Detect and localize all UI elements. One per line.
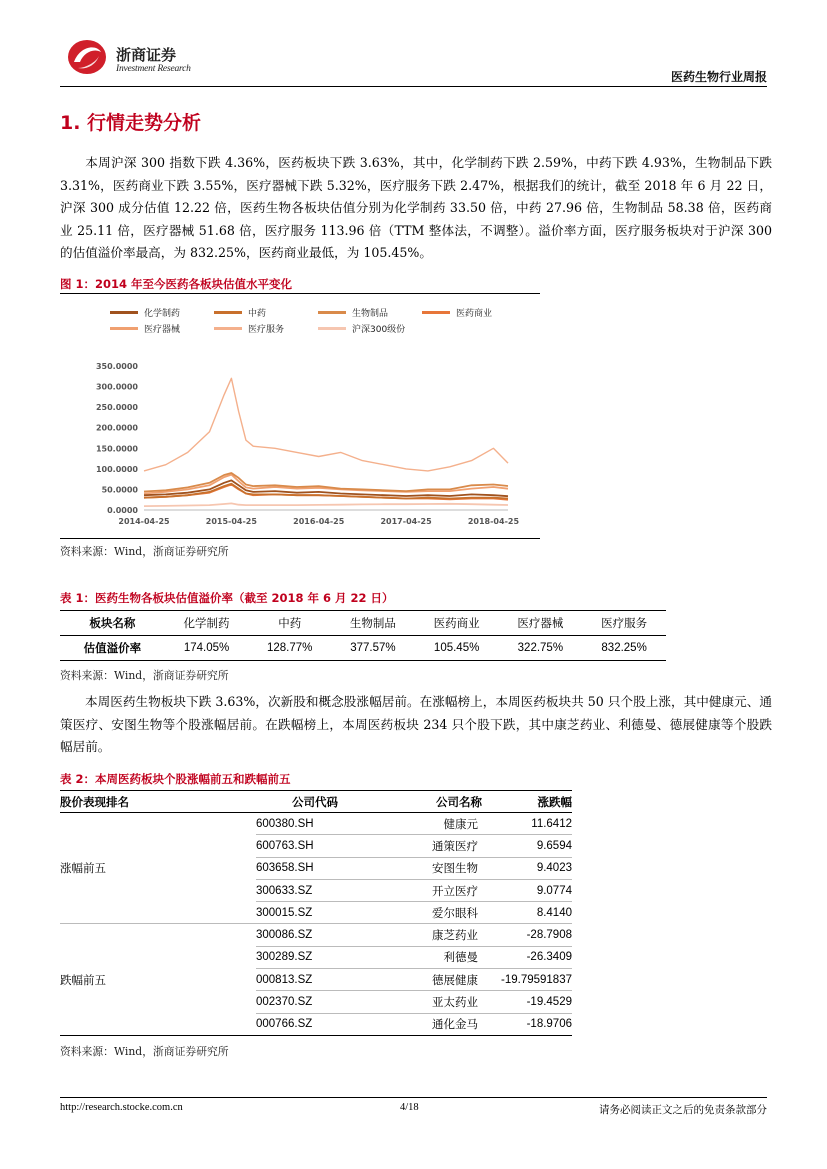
table-cell-code: 600763.SH bbox=[256, 835, 374, 857]
legend-label: 中药 bbox=[248, 309, 267, 319]
table-cell-name: 健康元 bbox=[374, 813, 482, 835]
paragraph-1-text: 本周沪深 300 指数下跌 4.36%，医药板块下跌 3.63%，其中，化学制药下跌 2.59%，中药下跌 4.93%，生物制品下跌 3.31%，医药商业下跌 3.55%，医疗器械下跌 5.32%，医疗服务下跌 2.47%，根据我们的统计，截至 2018 年 6 月 22 日，沪深 300 成分估值 12.22 倍，医药生物各板块估值分别为化学制药 33.50 倍，中药 27.96 倍，生物制品 58.38 倍，医药商业 25.11 倍，医疗器械 51.68 倍，医疗服务 113.96 倍（TTM 整体法，不调整）。溢价率方面，医疗服务板块对于沪深 300 的估值溢价率最高，为 832.25%，医药商业最低，为 105.45%。 bbox=[60, 155, 772, 261]
legend-label: 医疗器械 bbox=[144, 325, 181, 335]
table-1-source: 资料来源：Wind，浙商证券研究所 bbox=[60, 669, 229, 682]
table-cell-code: 300086.SZ bbox=[256, 924, 374, 946]
valuation-line-chart bbox=[60, 350, 540, 530]
table-row-label: 估值溢价率 bbox=[60, 636, 165, 661]
table-cell-change: 9.4023 bbox=[482, 857, 572, 879]
footer-url[interactable]: http://research.stocke.com.cn bbox=[60, 1102, 183, 1113]
y-tick-label: 0.0000 bbox=[107, 506, 138, 515]
y-tick-label: 300.0000 bbox=[95, 382, 138, 392]
page-number: 4/18 bbox=[400, 1102, 419, 1113]
table-cell-code: 603658.SH bbox=[256, 857, 374, 879]
legend-swatch-1 bbox=[110, 311, 138, 314]
section-title: 1. 行情走势分析 bbox=[60, 112, 202, 134]
x-tick-label: 2015-04-25 bbox=[205, 517, 257, 526]
movers-table bbox=[60, 790, 572, 1036]
legend-item bbox=[214, 306, 266, 319]
table-cell-code: 000813.SZ bbox=[256, 969, 374, 991]
legend-item bbox=[214, 322, 284, 335]
table-cell-name: 亚太药业 bbox=[374, 991, 482, 1013]
table-cell-name: 开立医疗 bbox=[374, 879, 482, 901]
legend-label: 医疗服务 bbox=[248, 325, 285, 335]
footer-divider bbox=[60, 1097, 767, 1098]
premium-table bbox=[60, 610, 666, 661]
table-cell: 832.25% bbox=[582, 636, 666, 661]
table-cell-code: 600380.SH bbox=[256, 813, 374, 835]
table-2-title: 表 2：本周医药板块个股涨幅前五和跌幅前五 bbox=[60, 772, 291, 786]
legend-swatch-5 bbox=[110, 327, 138, 330]
table-header-cell: 涨跌幅 bbox=[482, 791, 572, 813]
legend-label: 沪深300级份 bbox=[352, 325, 406, 335]
table-cell-code: 002370.SZ bbox=[256, 991, 374, 1013]
x-tick-label: 2017-04-25 bbox=[380, 517, 432, 526]
y-tick-label: 350.0000 bbox=[95, 362, 138, 371]
table-2-source: 资料来源：Wind，浙商证券研究所 bbox=[60, 1045, 229, 1058]
legend-item bbox=[318, 306, 388, 319]
table-cell: 128.77% bbox=[248, 636, 331, 661]
table-cell-name: 利德曼 bbox=[374, 946, 482, 968]
table-header-cell: 中药 bbox=[248, 611, 331, 636]
figure-1-bottom-rule bbox=[60, 538, 540, 539]
table-row bbox=[60, 636, 666, 661]
table-cell-change: -19.4529 bbox=[482, 991, 572, 1013]
table-cell: 322.75% bbox=[499, 636, 583, 661]
footer-disclaimer: 请务必阅读正文之后的免责条款部分 bbox=[599, 1104, 767, 1116]
paragraph-movers bbox=[60, 691, 772, 759]
table-header-cell: 医疗器械 bbox=[499, 611, 583, 636]
paragraph-market-overview bbox=[60, 152, 772, 265]
brand-subtitle: Investment Research bbox=[116, 64, 191, 74]
table-cell-change: -26.3409 bbox=[482, 946, 572, 968]
table-cell-name: 安图生物 bbox=[374, 857, 482, 879]
y-tick-label: 150.0000 bbox=[95, 444, 138, 454]
legend-item bbox=[318, 322, 405, 335]
table-cell-change: -18.9706 bbox=[482, 1013, 572, 1035]
table-cell-change: 8.4140 bbox=[482, 902, 572, 924]
header-divider bbox=[60, 86, 767, 87]
table-cell-code: 000766.SZ bbox=[256, 1013, 374, 1035]
table-header-cell: 医疗服务 bbox=[582, 611, 666, 636]
series-line-7 bbox=[144, 503, 508, 506]
table-cell-change: -19.79591837 bbox=[482, 969, 572, 991]
table-cell-code: 300015.SZ bbox=[256, 902, 374, 924]
table-row bbox=[60, 813, 572, 835]
table-cell: 105.45% bbox=[415, 636, 499, 661]
table-cell-name: 通策医疗 bbox=[374, 835, 482, 857]
legend-swatch-6 bbox=[214, 327, 242, 330]
brand-logo bbox=[66, 38, 108, 76]
x-tick-label: 2018-04-25 bbox=[467, 517, 520, 526]
paragraph-2-text: 本周医药生物板块下跌 3.63%，次新股和概念股涨幅居前。在涨幅榜上，本周医药板块共 50 只个股上涨，其中健康元、通策医疗、安图生物等个股涨幅居前。在跌幅榜上，本周医药板块 234 只个股下跌，其中康芝药业、利德曼、德展健康等个股跌幅居前。 bbox=[60, 694, 772, 755]
table-cell-name: 康芝药业 bbox=[374, 924, 482, 946]
y-tick-label: 200.0000 bbox=[95, 423, 138, 433]
table-cell-change: 9.0774 bbox=[482, 879, 572, 901]
table-cell-change: 9.6594 bbox=[482, 835, 572, 857]
legend-label: 化学制药 bbox=[144, 309, 181, 319]
table-cell: 377.57% bbox=[331, 636, 415, 661]
table-header-cell: 股价表现排名 bbox=[60, 791, 256, 813]
figure-1-title: 图 1：2014 年至今医药各板块估值水平变化 bbox=[60, 277, 293, 291]
group-label-gainers: 涨幅前五 bbox=[60, 813, 256, 924]
group-label-losers: 跌幅前五 bbox=[60, 924, 256, 1035]
table-header-cell: 医药商业 bbox=[415, 611, 499, 636]
table-header-cell: 化学制药 bbox=[165, 611, 249, 636]
table-header-row bbox=[60, 611, 666, 636]
table-cell-change: 11.6412 bbox=[482, 813, 572, 835]
y-tick-label: 250.0000 bbox=[95, 403, 138, 413]
figure-1-source: 资料来源：Wind，浙商证券研究所 bbox=[60, 545, 229, 558]
legend-label: 医药商业 bbox=[456, 309, 493, 319]
series-line-6 bbox=[144, 378, 508, 471]
table-header-cell: 公司名称 bbox=[374, 791, 482, 813]
y-tick-label: 100.0000 bbox=[95, 464, 138, 474]
table-header-cell: 生物制品 bbox=[331, 611, 415, 636]
legend-swatch-4 bbox=[422, 311, 450, 314]
report-type: 医药生物行业周报 bbox=[670, 70, 767, 84]
table-cell-code: 300289.SZ bbox=[256, 946, 374, 968]
table-row-header: 板块名称 bbox=[60, 611, 165, 636]
y-tick-label: 50.0000 bbox=[101, 485, 138, 495]
legend-item bbox=[110, 306, 180, 319]
legend-swatch-3 bbox=[318, 311, 346, 314]
table-row bbox=[60, 924, 572, 946]
brand-name: 浙商证券 bbox=[116, 46, 177, 64]
table-cell-code: 300633.SZ bbox=[256, 879, 374, 901]
legend-label: 生物制品 bbox=[352, 309, 389, 319]
legend-item bbox=[422, 306, 492, 319]
legend-item bbox=[110, 322, 180, 335]
figure-1-top-rule bbox=[60, 293, 540, 294]
table-cell-name: 德展健康 bbox=[374, 969, 482, 991]
table-cell-name: 通化金马 bbox=[374, 1013, 482, 1035]
table-1-title: 表 1：医药生物各板块估值溢价率（截至 2018 年 6 月 22 日） bbox=[60, 591, 394, 605]
legend-swatch-2 bbox=[214, 311, 242, 314]
table-header-row bbox=[60, 791, 572, 813]
legend-swatch-7 bbox=[318, 327, 346, 330]
table-header-cell: 公司代码 bbox=[256, 791, 374, 813]
x-tick-label: 2016-04-25 bbox=[293, 517, 345, 526]
table-cell-name: 爱尔眼科 bbox=[374, 902, 482, 924]
x-tick-label: 2014-04-25 bbox=[118, 517, 170, 526]
table-cell-change: -28.7908 bbox=[482, 924, 572, 946]
table-cell: 174.05% bbox=[165, 636, 249, 661]
